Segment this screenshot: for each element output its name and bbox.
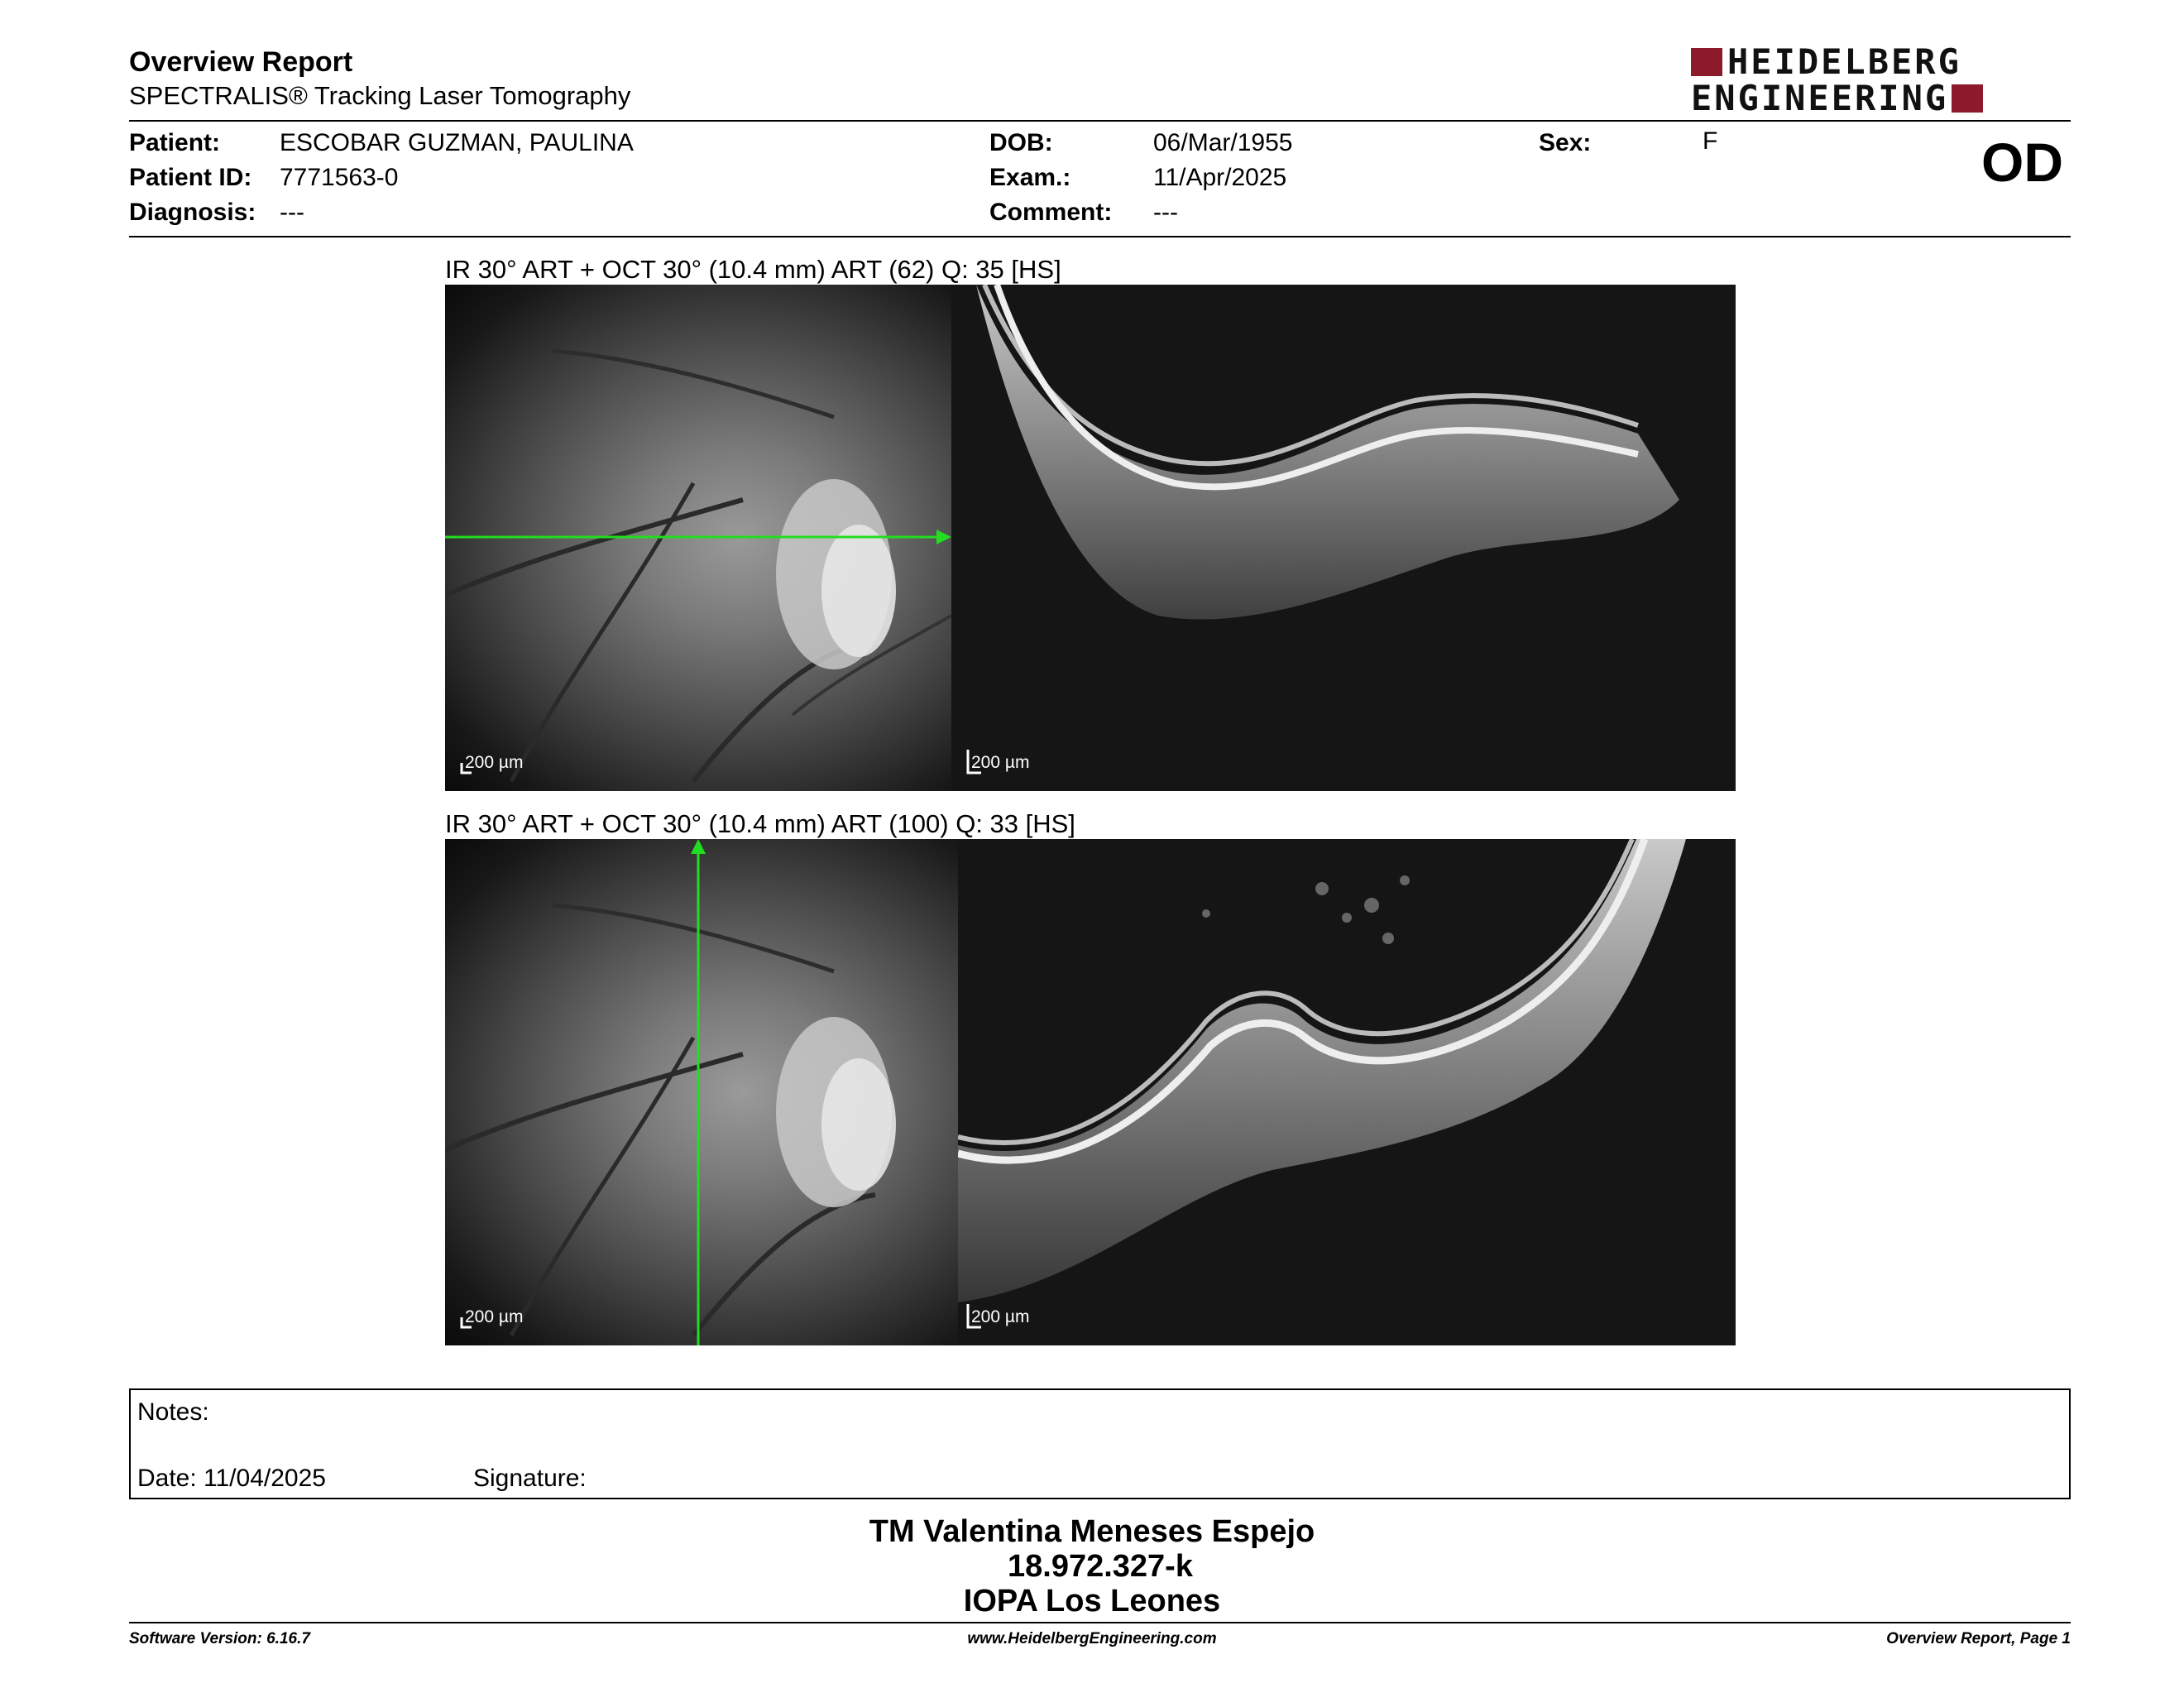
software-version: Software Version: 6.16.7: [129, 1630, 310, 1647]
signature-label: Signature:: [473, 1465, 587, 1492]
notes-label: Notes:: [137, 1398, 209, 1426]
patient-divider: [129, 236, 2071, 237]
page-number: Overview Report, Page 1: [1886, 1630, 2071, 1647]
technician-name: TM Valentina Meneses Espejo: [869, 1514, 1315, 1549]
patient-name: ESCOBAR GUZMAN, PAULINA: [280, 129, 634, 156]
scan2-caption: IR 30° ART + OCT 30° (10.4 mm) ART (100) Q: 33 [HS]: [445, 809, 1075, 838]
scan2-oct-image: [958, 839, 1736, 1345]
diagnosis-label: Diagnosis:: [129, 199, 256, 226]
eye-indicator: OD: [1981, 132, 2063, 193]
patient-id-label: Patient ID:: [129, 164, 252, 191]
sex-label: Sex:: [1539, 129, 1592, 156]
scan1-ir-scale: 200 µm: [465, 753, 524, 772]
exam-date: 11/Apr/2025: [1153, 164, 1287, 191]
report-subtitle: SPECTRALIS® Tracking Laser Tomography: [129, 81, 631, 110]
logo-text-line1: HEIDELBERG: [1727, 41, 1961, 82]
notes-box: [129, 1388, 2071, 1499]
scan1-ir-image: [445, 285, 951, 791]
logo-text-line2: ENGINEERING: [1691, 78, 1949, 118]
technician-id: 18.972.327-k: [1008, 1549, 1193, 1584]
header-divider: [129, 120, 2071, 122]
logo-square-icon-2: [1952, 84, 1983, 113]
footer-divider: [129, 1622, 2071, 1623]
logo-square-icon: [1691, 48, 1722, 76]
comment-label: Comment:: [989, 199, 1113, 226]
patient-label: Patient:: [129, 129, 221, 156]
scan2-oct-scale: 200 µm: [971, 1307, 1030, 1326]
exam-label: Exam.:: [989, 164, 1071, 191]
scan2-ir-scale: 200 µm: [465, 1307, 524, 1326]
sex-value: F: [1703, 127, 1718, 155]
notes-date: Date: 11/04/2025: [137, 1465, 326, 1492]
institution-name: IOPA Los Leones: [963, 1584, 1221, 1618]
report-title: Overview Report: [129, 46, 353, 78]
scan1-oct-image: [951, 285, 1736, 791]
heidelberg-logo: [1691, 41, 2071, 118]
scan2-ir-image: [445, 839, 958, 1345]
comment-value: ---: [1153, 199, 1178, 226]
diagnosis-value: ---: [280, 199, 304, 226]
dob-label: DOB:: [989, 129, 1053, 156]
dob-value: 06/Mar/1955: [1153, 129, 1293, 156]
scan1-caption: IR 30° ART + OCT 30° (10.4 mm) ART (62) Q: 35 [HS]: [445, 255, 1061, 284]
scan1-oct-scale: 200 µm: [971, 753, 1030, 772]
website-link: www.HeidelbergEngineering.com: [967, 1630, 1217, 1647]
patient-id: 7771563-0: [280, 164, 399, 191]
